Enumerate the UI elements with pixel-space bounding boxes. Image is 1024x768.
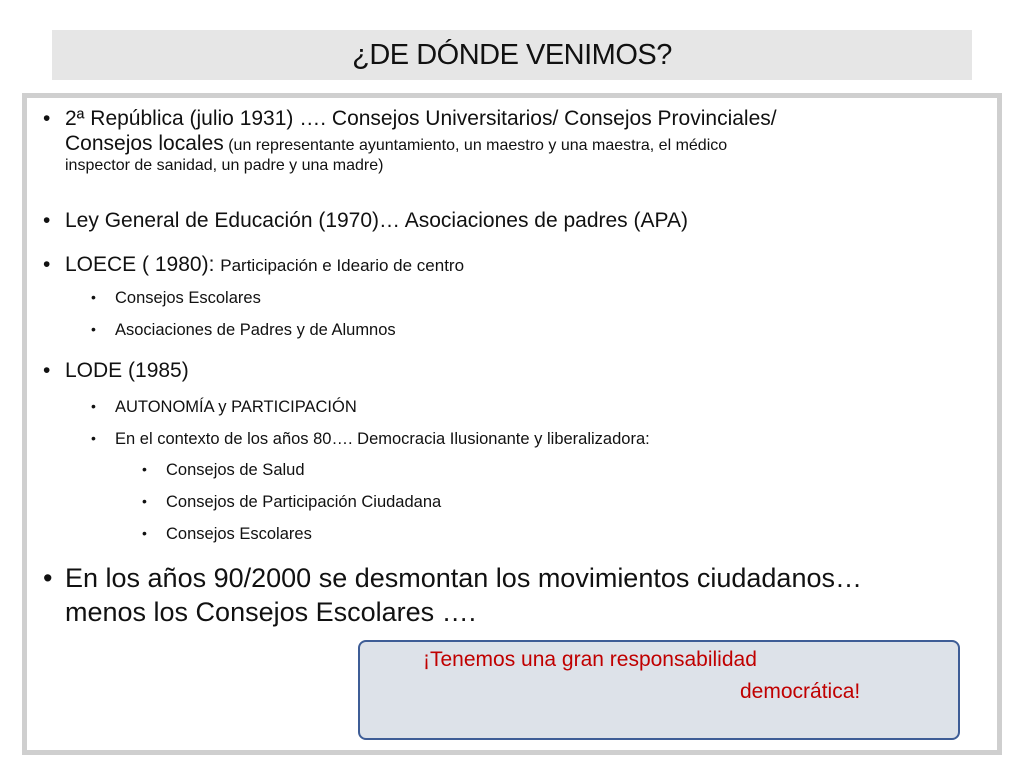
sub-consejos-escolares-1-text: Consejos Escolares	[115, 289, 261, 307]
bullet-anos-90-line2: menos los Consejos Escolares ….	[65, 596, 477, 627]
bullet-dot-icon: •	[142, 493, 147, 509]
slide-title: ¿DE DÓNDE VENIMOS?	[352, 38, 672, 71]
bullet-lode-text: LODE (1985)	[65, 359, 189, 382]
bullet-anos-90-line1: En los años 90/2000 se desmontan los movimientos ciudadanos…	[65, 563, 862, 593]
bullet-dot-icon: •	[91, 398, 96, 414]
bullet-republica	[43, 106, 997, 176]
bullet-loece-detail: Participación e Ideario de centro	[220, 256, 465, 275]
subsub-salud-text: Consejos de Salud	[166, 461, 305, 479]
subsub-participacion	[142, 493, 997, 513]
bullet-republica-line1: 2ª República (julio 1931) …. Consejos Universitarios/ Consejos Provinciales/	[65, 107, 777, 130]
callout-line1: ¡Tenemos una gran responsabilidad	[423, 648, 757, 671]
bullet-dot-icon: •	[91, 321, 96, 337]
bullet-dot-icon: •	[43, 563, 53, 593]
sub-asociaciones-text: Asociaciones de Padres y de Alumnos	[115, 321, 396, 339]
callout-line2: democrática!	[740, 680, 861, 703]
bullet-republica-cont: Consejos locales	[65, 132, 224, 156]
bullet-dot-icon: •	[43, 107, 51, 130]
bullet-dot-icon: •	[43, 209, 51, 232]
sub-contexto	[91, 430, 997, 450]
bullet-dot-icon: •	[43, 253, 51, 276]
sub-consejos-escolares-1	[91, 289, 997, 309]
subsub-salud	[142, 461, 997, 481]
sub-autonomia	[91, 398, 997, 418]
subsub-escolares-text: Consejos Escolares	[166, 525, 312, 543]
sub-asociaciones	[91, 321, 997, 341]
subsub-participacion-text: Consejos de Participación Ciudadana	[166, 493, 442, 511]
bullet-dot-icon: •	[91, 430, 96, 446]
bullet-lode	[43, 358, 997, 383]
bullet-dot-icon: •	[142, 525, 147, 541]
subsub-escolares	[142, 525, 997, 545]
responsabilidad-callout	[358, 640, 960, 740]
bullet-loece	[43, 252, 997, 277]
bullet-republica-detail-2: inspector de sanidad, un padre y una madre)	[65, 157, 384, 175]
bullet-anos-90	[43, 562, 997, 630]
bullet-dot-icon: •	[43, 359, 51, 382]
bullet-republica-detail-1: (un representante ayuntamiento, un maestro y una maestra, el médico	[223, 137, 728, 155]
bullet-dot-icon: •	[142, 461, 147, 477]
bullet-republica-line2	[65, 131, 997, 156]
bullet-dot-icon: •	[91, 289, 96, 305]
sub-autonomia-text: AUTONOMÍA y PARTICIPACIÓN	[115, 398, 357, 416]
sub-contexto-text: En el contexto de los años 80…. Democracia Ilusionante y liberalizadora:	[115, 430, 650, 448]
bullet-lge	[43, 208, 997, 233]
bullet-lge-text: Ley General de Educación (1970)… Asociaciones de padres (APA)	[65, 209, 688, 232]
title-bar	[52, 30, 972, 80]
bullet-loece-main: LOECE ( 1980):	[65, 253, 221, 276]
